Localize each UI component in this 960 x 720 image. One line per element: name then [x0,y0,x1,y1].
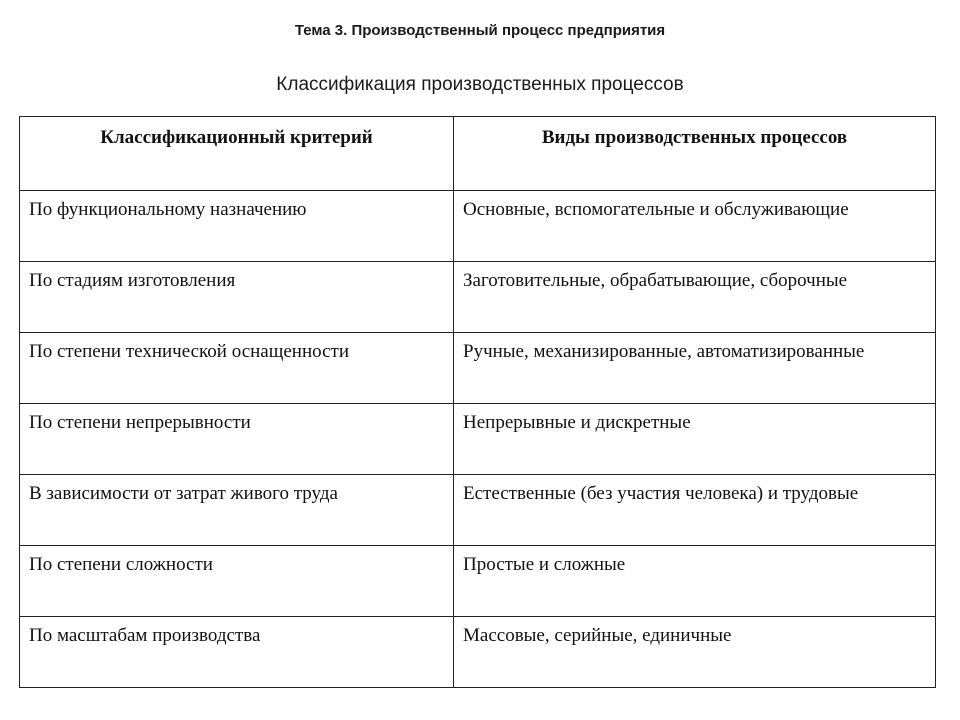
criterion-cell: В зависимости от затрат живого труда [20,475,454,546]
types-cell: Непрерывные и дискретные [454,404,936,475]
criterion-cell: По масштабам производства [20,617,454,688]
table-row [20,475,936,546]
table-row [20,333,936,404]
table-row [20,617,936,688]
table-row [20,262,936,333]
table-row [20,191,936,262]
header-types: Виды производственных процессов [454,117,936,191]
table-row [20,404,936,475]
table-header-row [20,117,936,191]
slide-subtitle: Классификация производственных процессов [276,74,684,95]
types-cell: Основные, вспомогательные и обслуживающие [454,191,936,262]
criterion-cell: По степени сложности [20,546,454,617]
types-cell: Ручные, механизированные, автоматизированные [454,333,936,404]
types-cell: Простые и сложные [454,546,936,617]
types-cell: Массовые, серийные, единичные [454,617,936,688]
criterion-cell: По степени непрерывности [20,404,454,475]
classification-table [19,116,936,688]
criterion-cell: По функциональному назначению [20,191,454,262]
types-cell: Заготовительные, обрабатывающие, сборочные [454,262,936,333]
criterion-cell: По степени технической оснащенности [20,333,454,404]
table-row [20,546,936,617]
header-criterion: Классификационный критерий [20,117,454,191]
criterion-cell: По стадиям изготовления [20,262,454,333]
slide-topic: Тема 3. Производственный процесс предприятия [294,22,666,39]
types-cell: Естественные (без участия человека) и трудовые [454,475,936,546]
